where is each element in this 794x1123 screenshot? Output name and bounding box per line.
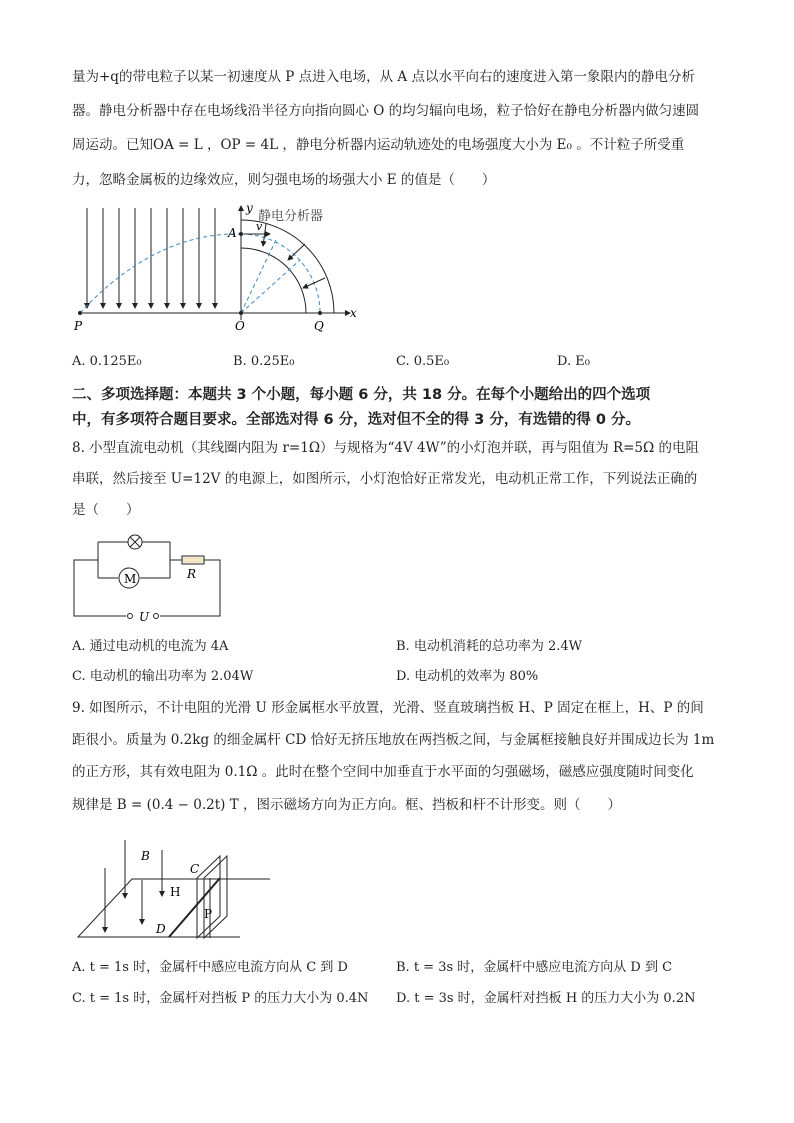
analyzer-label: 静电分析器 (258, 209, 324, 224)
C-label: C (190, 862, 200, 876)
q9-u-frame-figure (70, 838, 280, 948)
field-lines (87, 208, 215, 308)
q7-option-d[interactable]: D. E₀ (557, 354, 590, 369)
B-label: B (141, 849, 150, 863)
H-label: H (170, 885, 181, 899)
q9-text-line-2: 距很小。质量为 0.2kg 的细金属杆 CD 恰好无挤压地放在两挡板之间，与金属框接触良好并围成边长为 1m (72, 732, 715, 748)
point-O-label: O (235, 319, 245, 333)
q9-option-a[interactable]: A. t = 1s 时，金属杆中感应电流方向从 C 到 D (72, 960, 348, 975)
voltage-label: U (139, 610, 150, 624)
q9-option-c[interactable]: C. t = 1s 时，金属杆对挡板 P 的压力大小为 0.4N (72, 991, 369, 1006)
motor-label: M (124, 572, 137, 586)
q8-circuit-diagram (70, 528, 240, 628)
section-2-heading-line-1: 二、多项选择题：本题共 3 个小题，每小题 6 分，共 18 分。在每个小题给出的四个选项 (72, 387, 651, 403)
q9-text-line-1: 9. 如图所示，不计电阻的光滑 U 形金属框水平放置，光滑、竖直玻璃挡板 H、P 固定在框上，H、P 的间 (72, 700, 704, 716)
q7-option-b[interactable]: B. 0.25E₀ (233, 354, 295, 369)
section-2-heading-line-2: 中，有多项符合题目要求。全部选对得 6 分，选对但不全的得 3 分，有选错的得 0 分。 (72, 412, 641, 428)
D-label: D (156, 922, 166, 936)
x-axis-label: x (350, 306, 357, 320)
q9-option-b[interactable]: B. t = 3s 时，金属杆中感应电流方向从 D 到 C (396, 960, 673, 975)
q7-electrostatic-analyzer-figure (60, 200, 370, 340)
q8-text-line-3: 是（ ） (72, 502, 140, 518)
q9-text-line-4: 规律是 B = (0.4 − 0.2t) T ，图示磁场方向为正方向。框、挡板和杆不计形变。则（ ） (72, 797, 621, 813)
point-A-label: A (228, 226, 237, 240)
q7-text-line-1: 量为+q的带电粒子以某一初速度从 P 点进入电场，从 A 点以水平向右的速度进入第一象限内的静电分析 (72, 69, 695, 85)
q8-option-b[interactable]: B. 电动机消耗的总功率为 2.4W (396, 639, 582, 654)
q7-text-line-4: 力，忽略金属板的边缘效应，则匀强电场的场强大小 E 的值是（ ） (72, 172, 496, 188)
q9-text-line-3: 的正方形，其有效电阻为 0.1Ω 。此时在整个空间中加垂直于水平面的匀强磁场，磁感应强度随时间变化 (72, 764, 694, 780)
q9-option-d[interactable]: D. t = 3s 时，金属杆对挡板 H 的压力大小为 0.2N (396, 991, 696, 1006)
q7-text-line-2: 器。静电分析器中存在电场线沿半径方向指向圆心 O 的均匀辐向电场，粒子恰好在静电分析器内做匀速圆 (72, 103, 700, 119)
q8-text-line-1: 8. 小型直流电动机（其线圈内阻为 r=1Ω）与规格为“4V 4W”的小灯泡并联，再与阻值为 R=5Ω 的电阻 (72, 440, 699, 456)
P-label: P (204, 907, 213, 921)
velocity-label: v (256, 220, 263, 233)
q8-option-c[interactable]: C. 电动机的输出功率为 2.04W (72, 669, 254, 684)
resistor-label: R (187, 567, 197, 581)
q8-option-d[interactable]: D. 电动机的效率为 80% (396, 669, 539, 684)
point-P-label: P (74, 319, 83, 333)
q7-option-c[interactable]: C. 0.5E₀ (396, 354, 450, 369)
q8-option-a[interactable]: A. 通过电动机的电流为 4A (72, 639, 229, 654)
y-axis-label: y (246, 201, 253, 215)
q7-text-line-3: 周运动。已知OA = L ，OP = 4L ，静电分析器内运动轨迹处的电场强度大小为 E₀ 。不计粒子所受重 (72, 137, 685, 153)
point-Q-label: Q (314, 319, 324, 333)
q7-option-a[interactable]: A. 0.125E₀ (72, 354, 142, 369)
q8-text-line-2: 串联，然后接至 U=12V 的电源上，如图所示，小灯泡恰好正常发光，电动机正常工作，下列说法正确的 (72, 471, 698, 487)
